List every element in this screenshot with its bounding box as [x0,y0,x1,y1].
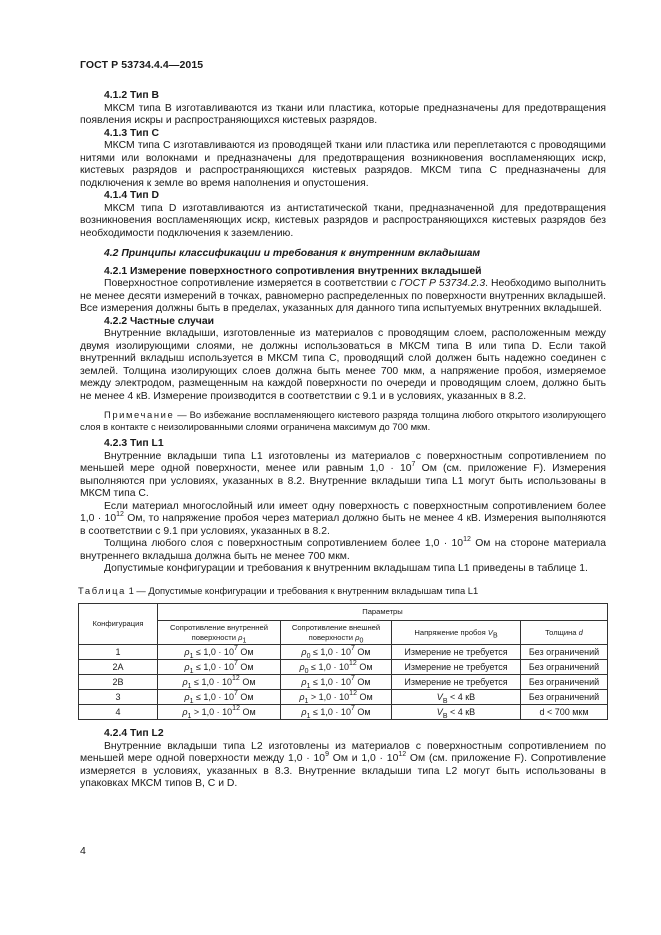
cell-config: 2B [79,675,158,690]
cell-config: 2A [79,660,158,675]
section-4-2-3-title: 4.2.3 Тип L1 [104,438,164,449]
col-inner-resistance: Сопротивление внутренней поверхности $\rho_1$ [158,621,281,645]
section-4-2-3-text-4: Допустимые конфигурации и требования к внутренним вкладышам типа L1 приведены в таблице 1. [104,563,588,574]
cell-outer-resistance: $\rho_1 > 1,0 \cdot 10^{12}$ Ом [281,690,392,705]
cell-config: 3 [79,690,158,705]
col-params: Параметры [158,604,608,621]
section-4-1-3-text: МКСМ типа С изготавливаются из проводящей ткани или пластика или переплетаются с проводящими нитями или волокнами и предназначены для предотвращения возникновения воспламеняющих искр, кистевых разрядов и распространяющихся кистевых разрядов. МКСМ типа С предназначены для подключения к земле во время наполнения и опустошения. [80,140,606,189]
note-label: Примечание [104,409,175,420]
cell-config: 4 [79,705,158,720]
section-4-2-title: 4.2 Принципы классификации и требования к внутренним вкладышам [104,248,481,259]
section-4-2-4-text: Внутренние вкладыши типа L2 изготовлены из материалов с поверхностным сопротивлением по меньшей мере одной поверхности между $1,0 \cdot 10^9$ Ом и $1,0 \cdot 10^{12}$ Ом (см. приложение F). Сопротивление измеряется в условиях, указанных в 8.3. Внутренние вкладыши типа L2 могут быть использованы в упаковках МКСМ типов В, С и D. [80,740,607,789]
section-4-1-4-text: МКСМ типа D изготавливаются из антистатической ткани, предназначенной для предотвращения возникновения воспламеняющих искр, кистевых разрядов и распространяющихся кистевых разрядов без необходимости подключения к заземлению. [80,202,606,239]
cell-outer-resistance: $\rho_1 \le 1,0 \cdot 10^7$ Ом [281,675,392,690]
cell-breakdown-voltage: Измерение не требуется [392,675,521,690]
cell-outer-resistance: $\rho_0 \le 1,0 \cdot 10^7$ Ом [281,645,392,660]
section-4-1-2-text: МКСМ типа В изготавливаются из ткани или пластика, которые предназначены для предотвращения появления искры и распространяющихся кистевых разрядов. [80,102,606,126]
cell-breakdown-voltage: Измерение не требуется [392,645,521,660]
cell-inner-resistance: $\rho_1 > 1,0 \cdot 10^{12}$ Ом [158,705,281,720]
section-4-2-1-text: Поверхностное сопротивление измеряется в соответствии с ГОСТ Р 53734.2.3. Необходимо выполнить не менее десяти измерений в точках, равномерно распределенных по поверхности внутренних вкладышей. Все измерения должны быть в пределах, указанных для данного типа испытуемых внутренних вкладышей. [80,278,606,314]
cell-inner-resistance: $\rho_1 \le 1,0 \cdot 10^7$ Ом [158,660,281,675]
section-4-2-2-title: 4.2.2 Частные случаи [104,315,214,327]
table-row [79,645,608,660]
document-header: ГОСТ Р 53734.4.4—2015 [80,59,204,71]
document-body [80,90,606,791]
cell-inner-resistance: $\rho_1 \le 1,0 \cdot 10^{12}$ Ом [158,675,281,690]
table-1 [78,603,608,720]
table-row [79,705,608,720]
table-1-caption: Таблица 1 — Допустимые конфигурации и требования к внутренним вкладышам типа L1 [78,584,479,596]
col-breakdown-voltage: Напряжение пробоя $V_B$ [392,621,521,645]
col-thickness: Толщина d [521,621,608,645]
cell-thickness: Без ограничений [521,645,608,660]
cell-thickness: Без ограничений [521,690,608,705]
section-4-2-3-text-3: Толщина любого слоя с поверхностным сопротивлением более $1,0 \cdot 10^{12}$ Ом на стороне материала внутреннего вкладыша должна быть не менее 700 мкм. [80,535,606,562]
cell-breakdown-voltage: $V_B < 4$ кВ [392,690,521,705]
section-4-1-2-title: 4.1.2 Тип В [104,90,160,101]
cell-outer-resistance: $\rho_0 \le 1,0 \cdot 10^{12}$ Ом [281,660,392,675]
table-row [79,675,608,690]
table-row [79,660,608,675]
cell-outer-resistance: $\rho_1 \le 1,0 \cdot 10^7$ Ом [281,705,392,720]
table-1-body [79,645,608,720]
section-4-2-3-text-1: Внутренние вкладыши типа L1 изготовлены из материалов с поверхностным сопротивлением по меньшей мере одной поверхности, менее или равным $1,0 \cdot 10^7$ Ом (см. приложение F). Измерения выполняются при условиях, указанных в 8.2. Внутренние вкладыши типа L1 могут быть использованы в МКСМ типа С. [80,450,606,499]
cell-thickness: Без ограничений [521,660,608,675]
section-4-2-4-title: 4.2.4 Тип L2 [104,728,164,739]
col-config: Конфигурация [79,604,158,645]
cell-breakdown-voltage: $V_B < 4$ кВ [392,705,521,720]
cell-thickness: d < 700 мкм [521,705,608,720]
section-4-1-4-title: 4.1.4 Тип D [104,190,160,201]
section-4-1-3-title: 4.1.3 Тип С [104,127,160,139]
page-number: 4 [80,845,86,857]
col-outer-resistance: Сопротивление внешней поверхности $\rho_0$ [281,621,392,645]
cell-config: 1 [79,645,158,660]
cell-inner-resistance: $\rho_1 \le 1,0 \cdot 10^7$ Ом [158,645,281,660]
cell-inner-resistance: $\rho_1 \le 1,0 \cdot 10^7$ Ом [158,690,281,705]
cell-thickness: Без ограничений [521,675,608,690]
section-4-2-1-title: 4.2.1 Измерение поверхностного сопротивления внутренних вкладышей [104,265,482,277]
standard-reference: ГОСТ Р 53734.2.3 [399,278,486,289]
section-4-2-2-note: Примечание — Во избежание воспламеняющего кистевого разряда толщина любого открытого изолирующего слоя в контакте с неизолированными слоями ограничена максимум до 700 мкм. [80,409,606,432]
section-4-2-2-text: Внутренние вкладыши, изготовленные из материалов с проводящим слоем, расположенным между двумя изолирующими слоями, не должны использоваться в МКСМ типа В или типа D. Если такой внутренний вкладыш используется в МКСМ типа С, проводящий слой должен быть надежно соединен с землей. Толщина изолирующих слоев должна быть менее 700 мкм, а напряжение пробоя, измеряемое между электродом, размещенным на каждой поверхности по очереди и проводящим слоем, должно быть не менее 4 кВ. Измерение производится в соответствии с 9.1 и в условиях, указанных в 8.2. [80,328,606,402]
cell-breakdown-voltage: Измерение не требуется [392,660,521,675]
table-row [79,690,608,705]
section-4-2-3-text-2: Если материал многослойный или имеет одну поверхность с поверхностным сопротивлением более $1,0 \cdot 10^{12}$ Ом, то напряжение пробоя через материал должно быть не менее 4 кВ. Измерения выполняются в соответствии с 9.1 при условиях, указанных в 8.2. [80,500,606,537]
